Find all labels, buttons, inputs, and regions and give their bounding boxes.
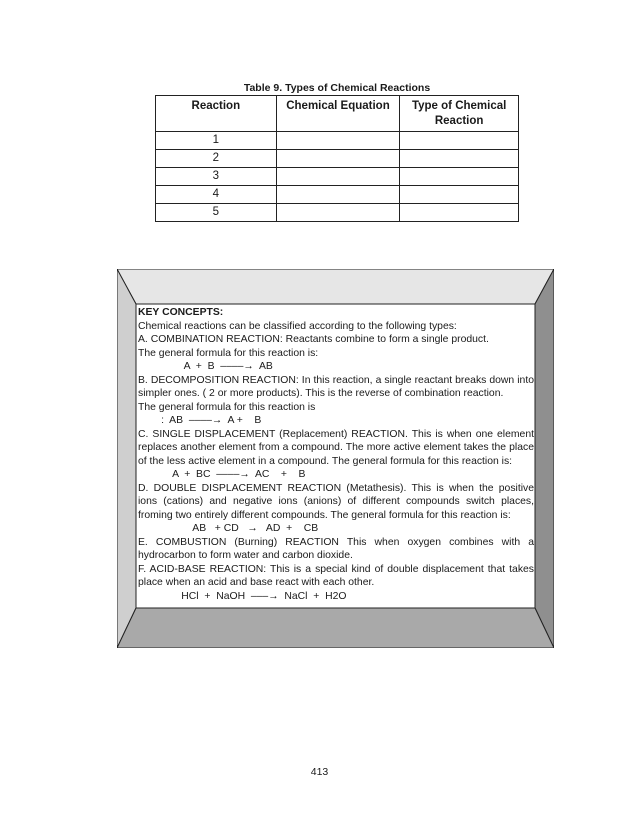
table-row bbox=[156, 168, 519, 186]
frame-left-bevel bbox=[117, 269, 136, 648]
type-cell bbox=[400, 186, 519, 204]
row-number: 1 bbox=[156, 132, 277, 150]
decomposition-formula-label: The general formula for this reaction is bbox=[138, 401, 316, 413]
combination-formula-label: The general formula for this reaction is: bbox=[138, 347, 319, 359]
row-number: 3 bbox=[156, 168, 277, 186]
row-number: 2 bbox=[156, 150, 277, 168]
type-cell bbox=[400, 168, 519, 186]
table-row bbox=[156, 186, 519, 204]
row-number: 4 bbox=[156, 186, 277, 204]
equation-cell bbox=[276, 186, 400, 204]
table-header-row bbox=[156, 96, 519, 132]
header-reaction: Reaction bbox=[156, 96, 277, 132]
key-concepts-text bbox=[138, 306, 534, 603]
combustion-reaction-text: E. COMBUSTION (Burning) REACTION This when oxygen combines with a hydrocarbon to form water and carbon dioxide. bbox=[138, 536, 534, 561]
type-cell bbox=[400, 204, 519, 222]
reactions-table bbox=[155, 95, 519, 222]
acid-base-formula: HCl + NaOH –––→ NaCl + H2O bbox=[138, 590, 347, 602]
acid-base-reaction-text: F. ACID-BASE REACTION: This is a special kind of double displacement that takes place when an acid and base react with each other. bbox=[138, 563, 534, 588]
table-row bbox=[156, 150, 519, 168]
equation-cell bbox=[276, 150, 400, 168]
equation-cell bbox=[276, 168, 400, 186]
equation-cell bbox=[276, 132, 400, 150]
single-displacement-text: C. SINGLE DISPLACEMENT (Replacement) REACTION. This is when one element replaces another element from a compound. The more active element takes the place of the less active element in a compound. The general formula for this reaction is: bbox=[138, 428, 534, 467]
combination-reaction-text: A. COMBINATION REACTION: Reactants combine to form a single product. bbox=[138, 334, 489, 345]
frame-top-bevel bbox=[117, 269, 554, 304]
table-row bbox=[156, 132, 519, 150]
equation-cell bbox=[276, 204, 400, 222]
table-caption: Table 9. Types of Chemical Reactions bbox=[243, 82, 431, 94]
frame-bottom-bevel bbox=[117, 608, 554, 648]
table-row bbox=[156, 204, 519, 222]
row-number: 5 bbox=[156, 204, 277, 222]
type-cell bbox=[400, 132, 519, 150]
key-concepts-intro: Chemical reactions can be classified according to the following types: bbox=[138, 320, 457, 332]
decomposition-formula: : AB ––––→ A + B bbox=[138, 415, 262, 426]
header-chemical-equation: Chemical Equation bbox=[276, 96, 400, 132]
header-type-of-reaction: Type of Chemical Reaction bbox=[400, 96, 519, 132]
page-number: 413 bbox=[310, 766, 329, 778]
type-cell bbox=[400, 150, 519, 168]
frame-right-bevel bbox=[535, 269, 554, 648]
key-concepts-title: KEY CONCEPTS: bbox=[138, 307, 224, 318]
single-displacement-formula: A + BC ––––→ AC + B bbox=[138, 469, 306, 480]
double-displacement-formula: AB + CD → AD + CB bbox=[138, 523, 319, 534]
double-displacement-text: D. DOUBLE DISPLACEMENT REACTION (Metathesis). This is when the positive ions (cations) and negative ions (anions) of different compounds switch places, froming two entirely different compounds. The general formula for this reaction is: bbox=[138, 482, 534, 521]
combination-formula: A + B ––––→ AB bbox=[138, 361, 273, 372]
decomposition-reaction-text: B. DECOMPOSITION REACTION: In this reaction, a single reactant breaks down into simpler ones. ( 2 or more products). This is the reverse of combination reaction. bbox=[138, 374, 534, 399]
